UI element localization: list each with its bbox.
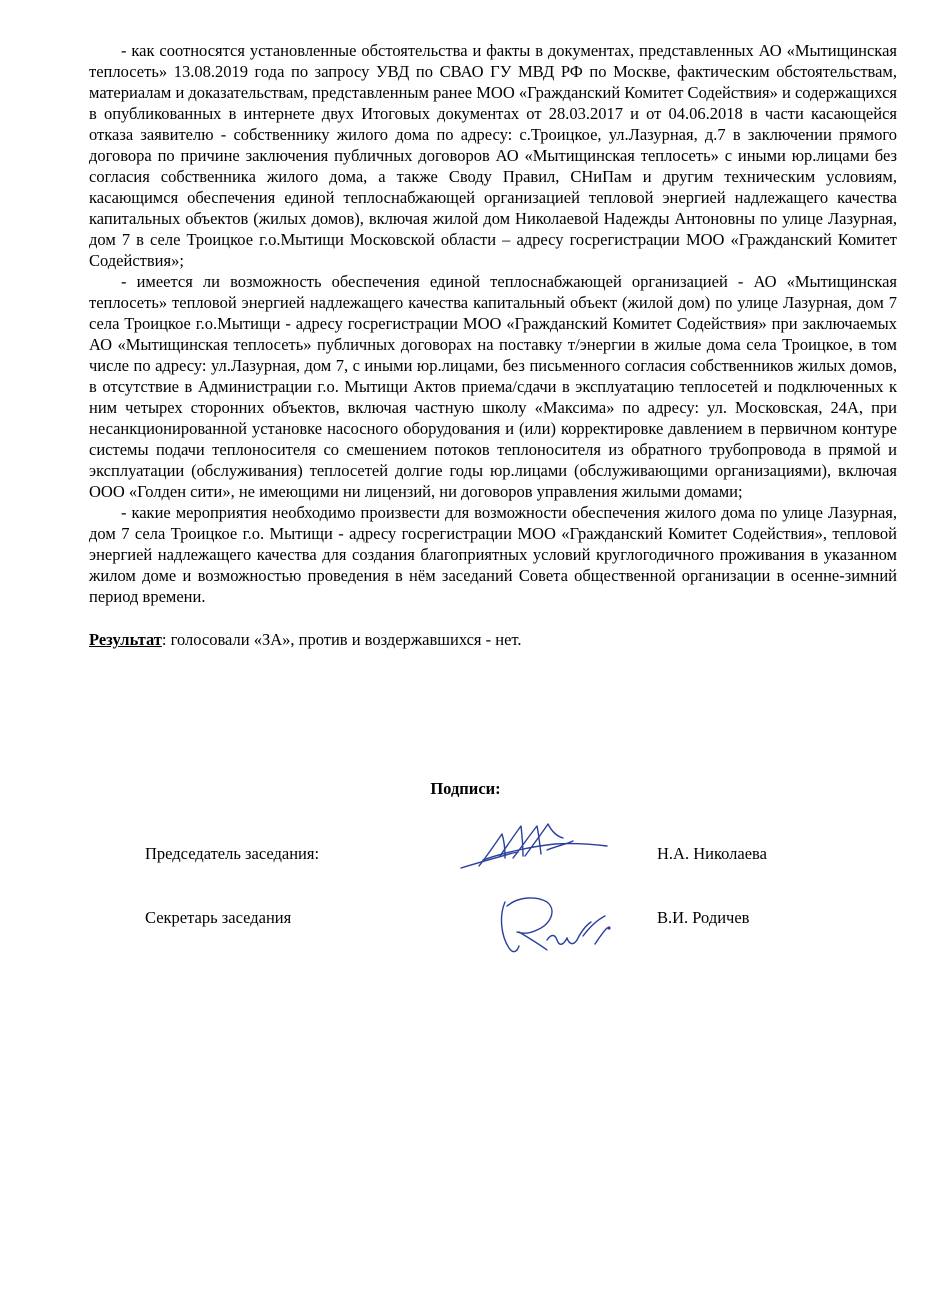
paragraph-1: - как соотносятся установленные обстоятельства и факты в документах, представленных АО «Мытищинская теплосеть» 13.08.2019 года по запросу УВД по СВАО ГУ МВД РФ по Москве, фактическим обстоятельствам, материалам и доказательствам, представленным ранее МОО «Гражданский Комитет Содействия» и содержащихся в опубликованных в интернете двух Итоговых документах от 28.03.2017 и от 04.06.2018 в части касающейся отказа заявителю - собственнику жилого дома по адресу: с.Троицкое, ул.Лазурная, д.7 в заключении прямого договора по причине заключения публичных договоров АО «Мытищинская теплосеть» с иными юр.лицами без согласия собственника жилого дома, а также Своду Правил, СНиПам и другим техническим условиям, касающимся обеспечения единой теплоснабжающей организацией тепловой энергией надлежащего качества капитальных объектов (жилых домов), включая жилой дом Николаевой Надежды Антоновны по улице Лазурная, дом 7 в селе Троицкое г.о.Мытищи Московской области – адресу госрегистрации МОО «Гражданский Комитет Содействия»; — [89, 41, 897, 270]
paragraph-2: - имеется ли возможность обеспечения единой теплоснабжающей организацией - АО «Мытищинская теплосеть» тепловой энергией надлежащего качества капитальный объект (жилой дом) по улице Лазурная, дом 7 села Троицкое г.о.Мытищи - адресу госрегистрации МОО «Гражданский Комитет Содействия» при заключаемых АО «Мытищинская теплосеть» публичных договорах на поставку т/энергии в жилые дома села Троицкое, в том числе по адресу: ул.Лазурная, дом 7, с иными юр.лицами, без письменного согласия собственников жилых домов, в отсутствие в Администрации г.о. Мытищи Актов приема/сдачи в эксплуатацию теплосетей и подключенных к ним четырех сторонних объектов, включая частную школу «Максима» по адресу: ул. Московская, 24А, при несанкционированной установке насосного оборудования и (или) корректировке давлением в первичном контуре системы подачи теплоносителя со смешением потоков теплоносителя из обратного трубопровода в прямой и эксплуатации (обслуживания) теплосетей долгие годы юр.лицами (обслуживающими организациями), включая ООО «Голден сити», не имеющими ни лицензий, ни договоров управления жилыми домами; — [89, 272, 897, 501]
chairman-role: Председатель заседания: — [145, 844, 320, 863]
document-body — [89, 40, 897, 650]
result-text: : голосовали «ЗА», против и воздержавшихся - нет. — [161, 630, 522, 649]
signature-row-chairman — [0, 816, 931, 876]
signature-row-secretary — [0, 888, 931, 948]
result-line — [89, 629, 897, 650]
signatures-title: Подписи: — [430, 779, 501, 798]
result-label: Результат — [89, 630, 162, 649]
secretary-role: Секретарь заседания — [145, 908, 292, 927]
paragraph-3: - какие мероприятия необходимо произвести для возможности обеспечения жилого дома по улице Лазурная, дом 7 села Троицкое г.о. Мытищи - адресу госрегистрации МОО «Гражданский Комитет Содействия», тепловой энергией надлежащего качества для создания благоприятных условий круглогодичного проживания в указанном жилом доме и возможностью проведения в нём заседаний Совета общественной организации в осенне-зимний период времени. — [89, 503, 897, 606]
secretary-signature — [495, 892, 620, 956]
chairman-name: Н.А. Николаева — [657, 844, 767, 863]
secretary-name: В.И. Родичев — [657, 908, 750, 927]
chairman-signature — [455, 816, 615, 876]
